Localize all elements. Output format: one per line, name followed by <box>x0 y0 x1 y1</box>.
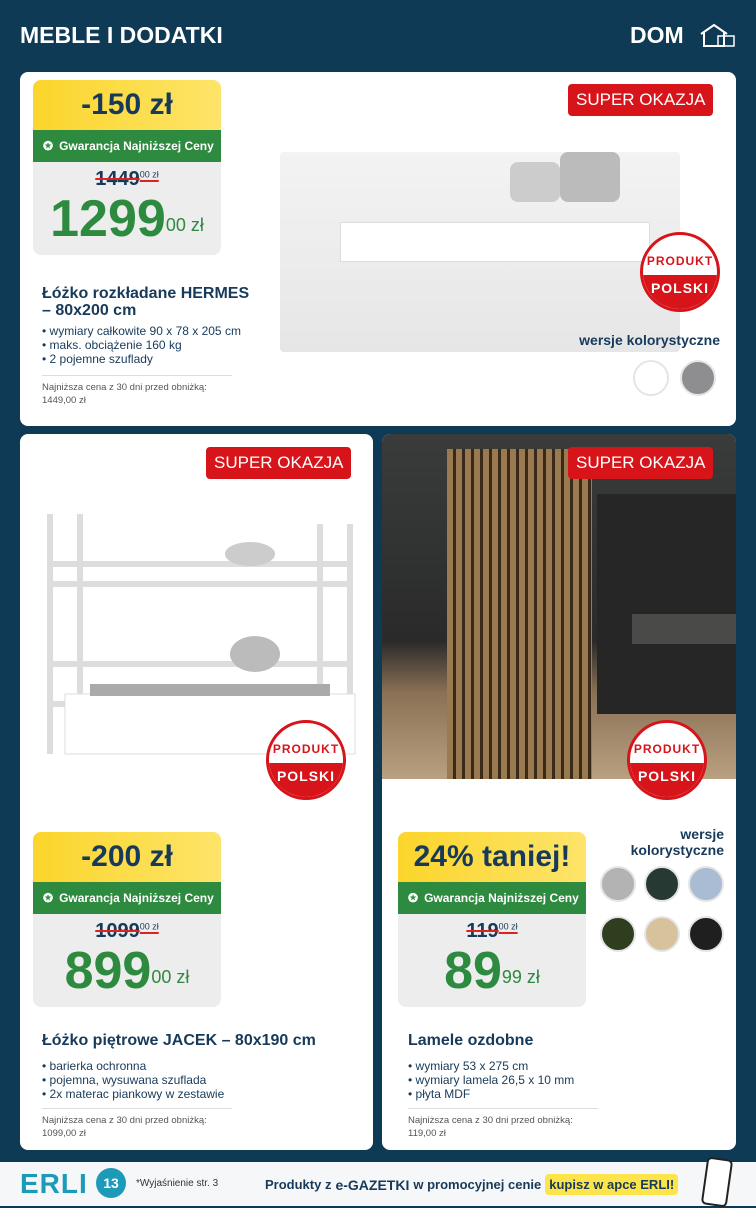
color-swatch-grey[interactable] <box>680 360 716 396</box>
color-swatch-light-blue[interactable] <box>688 866 724 902</box>
old-price: $1099^{00 zł}$ <box>95 920 159 942</box>
produkt-polski-badge: PRODUKT POLSKI <box>627 720 707 800</box>
app-cta[interactable]: kupisz w apce ERLI! <box>545 1174 678 1195</box>
lowest-price-note: Najniższa cena z 30 dni przed obniżką: 1099,00 zł <box>42 1108 232 1140</box>
produkt-polski-badge: PRODUKT POLSKI <box>640 232 720 312</box>
price-box <box>33 80 221 255</box>
check-badge-icon: ✪ <box>43 891 54 905</box>
new-price: $89^{99 zł}$ <box>444 942 540 1000</box>
product-title: Łóżko rozkładane HERMES – 80x200 cm <box>42 285 250 319</box>
lowest-price-note: Najniższa cena z 30 dni przed obniżką: 1449,00 zł <box>42 375 232 407</box>
color-swatch-oak[interactable] <box>644 916 680 952</box>
product-card-lamele[interactable] <box>382 434 736 1150</box>
product-title: Lamele ozdobne <box>408 1032 534 1049</box>
product-image-daybed <box>280 152 680 352</box>
footnote: *Wyjaśnienie str. 3 <box>136 1178 219 1189</box>
color-swatch-grey[interactable] <box>600 866 636 902</box>
discount: -200 zł <box>33 832 221 882</box>
produkt-polski-badge: PRODUKT POLSKI <box>266 720 346 800</box>
variants-label: wersje kolorystyczne <box>579 332 720 348</box>
color-swatch-white[interactable] <box>633 360 669 396</box>
color-swatch-dark-green[interactable] <box>644 866 680 902</box>
guarantee-label: ✪ Gwarancja Najniższej Ceny <box>33 882 221 914</box>
feature-list: • wymiary 53 x 275 cm • wymiary lamela 26,5 x 10 mm • płyta MDF <box>408 1059 575 1101</box>
product-title: Łóżko piętrowe JACEK – 80x190 cm <box>42 1032 316 1049</box>
guarantee-label: ✪ Gwarancja Najniższej Ceny <box>33 130 221 162</box>
color-swatch-olive[interactable] <box>600 916 636 952</box>
old-price: $119^{00 zł}$ <box>466 920 518 942</box>
product-card-jacek[interactable] <box>20 434 373 1150</box>
product-card-hermes[interactable] <box>20 72 736 426</box>
super-okazja-badge: SUPER OKAZJA <box>568 447 713 479</box>
price-box <box>398 832 586 1007</box>
category-title: DOM <box>630 22 684 48</box>
color-swatch-black[interactable] <box>688 916 724 952</box>
house-icon <box>698 22 736 48</box>
check-badge-icon: ✪ <box>408 891 419 905</box>
super-okazja-badge: SUPER OKAZJA <box>206 447 351 479</box>
phone-icon <box>701 1156 733 1207</box>
feature-list: • wymiary całkowite 90 x 78 x 205 cm • maks. obciążenie 160 kg • 2 pojemne szuflady <box>42 324 241 366</box>
erli-logo: ERLI <box>20 1168 88 1199</box>
new-price: $899^{00 zł}$ <box>64 942 190 1000</box>
feature-list: • barierka ochronna • pojemna, wysuwana szuflada • 2x materac piankowy w zestawie <box>42 1059 225 1101</box>
price-box <box>33 832 221 1007</box>
check-badge-icon: ✪ <box>43 139 54 153</box>
discount: -150 zł <box>33 80 221 130</box>
footer-promo: Produkty z e-GAZETKI w promocyjnej cenie kupisz w apce ERLI! <box>265 1174 678 1195</box>
variants-label: wersje kolorystyczne <box>630 826 724 858</box>
guarantee-label: ✪ Gwarancja Najniższej Ceny <box>398 882 586 914</box>
old-price: $1449^{00 zł}$ <box>95 168 159 190</box>
footer <box>0 1162 756 1206</box>
page-number: 13 <box>96 1168 126 1198</box>
discount: 24% taniej! <box>398 832 586 882</box>
new-price: $1299^{00 zł}$ <box>50 190 204 248</box>
lowest-price-note: Najniższa cena z 30 dni przed obniżką: 119,00 zł <box>408 1108 598 1140</box>
super-okazja-badge: SUPER OKAZJA <box>568 84 713 116</box>
section-title: MEBLE I DODATKI <box>20 22 223 48</box>
